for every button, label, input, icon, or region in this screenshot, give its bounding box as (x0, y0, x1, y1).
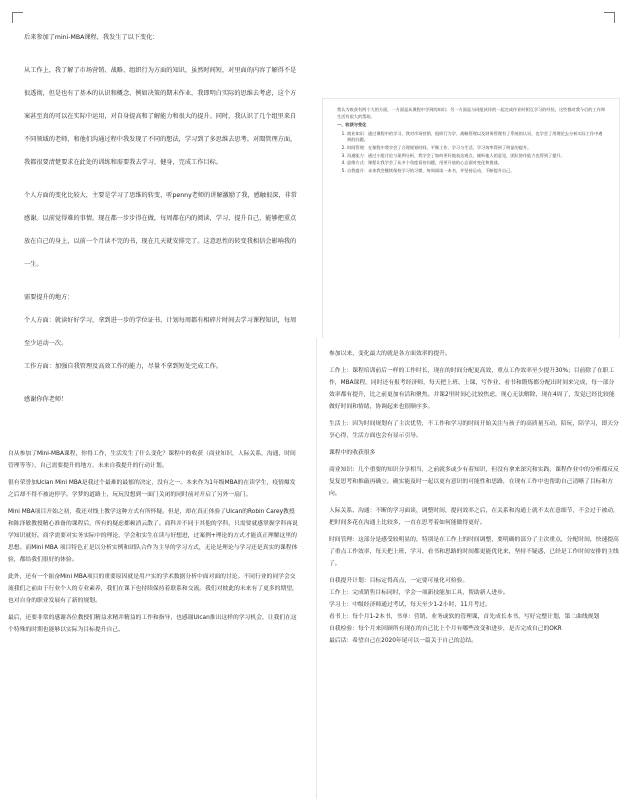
list-item: 5. 自我提升：未来我会继续保持学习的习惯，每周阅读一本书，并坚持运动，不断提升自己。 (347, 168, 605, 175)
paragraph: 工作方面：加强自我管理及高效工作的能力，尽量不拿到短处完成工作。 (24, 363, 222, 370)
paragraph: Mini MBA项目开始之初，我还对线上教学这种方式有所怀疑。但是，却在真正体验了Ulcan的Robin Carey教授和陈泽敏教授精心准备的课程后，所有的疑虑都顿消云散了。商科并不同于其他的学科，只需要就感掌握学科再说学知识就好。商学需要对实务实际中的理论，学会和实生在读与好想进，过案例+理论的方式才能真正理解这里的思想。而Mini MBA 项目特色正是以分析实例和团队合作为主导的学习方式，无论是理论与学习还是真实的课程体验，都给我们很好的体验。 (8, 509, 298, 563)
list-item: 1. 商业知识：通过课程中的学习，我对市场营销、组织行为学、战略管理以及财务管理有了系统的认识，也学会了用理论去分析实际工作中遇到的问题。 (347, 131, 605, 144)
paragraph: 人际关系、沟通：不断的学习面谈，调整时间，提问效率之后，在关系和沟通上就不太在意细节，不会过于被动，把时间多花在沟通上比较多，一直在思考着如何能做得更好。 (329, 508, 619, 526)
section-heading: 一、收获与变化 (337, 122, 367, 128)
paragraph: 商业知识：几个重要的知识分享相当，之前就多或少有着知识，但没有拿来深究和实践，课程作业中的分析都反反复复思考和推敲再确立，确实能及时一起以更有意识的可能性和思路，在现有工作中也帮助自己清晰了目标和方向。 (329, 467, 619, 497)
paragraph: 参加以来，变化最大的就是各方面效率的提升。 (329, 351, 451, 357)
paragraph: 工作上：课程培训前后一样的工作时长，现在的时间分配更高效，重点工作效率至少提升30%；目前除了在职工作，MBA课程，同时还有报考经济师，每天把上班、上课、写作业、看书和锻炼都分配出时间来完成，每一部分效率都有提升，比之前更加有活和聚焦。并课2里时间心比较焦虑，现心无法解除，现在4周了，发觉已经比较能做好时间和情绪，协调起来也很顺序多。 (329, 368, 615, 410)
paragraph: 自从参加了Mini-MBA课程，你得工作，生活发生了什么变化？课程中的收获（商业知识，人际关系，沟通，时间管理等等），自己需要提升的地方，未来自我提升的行动计划。 (8, 451, 296, 469)
paragraph: 自我提升计划：目标定得高点，一定要可量化可检验。 (329, 578, 469, 584)
points-list (337, 131, 605, 175)
list-item: 2. 时间管理：在课程中我学会了合理规划时间，平衡工作、学习与生活，学习效率得到了明显的提升。 (347, 145, 605, 152)
paragraph: 个人方面：就读好好学习，拿到进一步的学位证书，计划每周都有相碎片时间去学习课程知识，每周至少运动一次。 (24, 317, 297, 347)
response-card-3 (322, 98, 620, 339)
paragraph: 最后，还要非常的感谢各位教授们精益求精并精益的工作和指导，也感谢Ulcan推出这样的学习机会，让我们在这个特殊的时期也能够以实际为目标提升自己。 (8, 615, 297, 633)
crop-mark-top-right (604, 12, 615, 23)
paragraph: 时间管理：这部分是感受较明显的，特别是在工作上的时间调整，要明确的部分了主次重点，分配时间，快速提高了重点工作效率，每天把上班、学习、看书和思路的时间都更能优化来，坚持不疑惑，已经是工作时间安排的主线了。 (329, 537, 619, 567)
paragraph: 后来参加了mini-MBA课程，我发生了以下变化： (24, 34, 159, 41)
paragraph: 很有荣誉加Uclan Mini MBA是我过个最难的最郁的决定，没有之一。本来作为1年级MBA的在读学生，疫情爆发之后却不得不被迫停学。学梦的道路上，玩玩没想到一面门关闭的同时前对开启了另外一扇门。 (8, 480, 296, 498)
paragraph: 个人方面的变化比较大，主要是学习了思维的转变，听penny老师的讲解激励了我，感触很深，非常感谢。以前觉得难的事情，现在都一步步得在做，每周都在内的阅读，学习，提升自己，能够把重点放在自己的身上，以前一个月读不完的书，现在几天就安排完了。这意思性的转变我相信会影响我的一生。 (24, 192, 297, 268)
response-card-2 (0, 410, 316, 799)
response-card-1 (24, 26, 302, 402)
crop-mark-top-left (12, 12, 23, 23)
paragraph: 工作上：完成销售目标同时，学会一项新技能加工具，帮助新人进步。 (329, 590, 509, 596)
paragraph: 课程中的收获很多 (329, 450, 376, 456)
paragraph: 最后话：希望自己在2020年尾可以一篇关于自己的总结。 (329, 638, 478, 644)
paragraph: 需要提升的地方： (24, 294, 74, 301)
paragraph: 此外，还有一个振奋Mini MBA项目的重要原因就是用户实的学术数据分析中面对面的讨论。不同行业的同学会交流我们之前由于行业个人的专业素养，我们在课下也持续保持着联系和交流。我们对彼此的未来有了更多的期望，也对自身的职业发展有了新的规划。 (8, 574, 298, 604)
paragraph: 我认为收获有两个大的方面，一方面是从课程中学到的知识；另一方面是与同组伙伴的一起完成作业时相互学习的经验，这些都对我今后的工作和生活有很大的帮助。 (337, 107, 606, 119)
response-card-4 (316, 338, 629, 799)
paragraph: 从工作上，我了解了市场营销、战略、组织行为方面的知识，虽然时间短，对里面的内容了解得不是很透彻，但是也有了基本的认识和概念，例如决策的期末作业，我即明白实际的思维去考虑，这个方案甚至真的可以在实际中运用，对自身提高和了解能力和很大的提升。同时，我认识了几个组里来自不同领域的老师，和他们沟通过程中我发现了不同的想法，学习到了多思维去思考。对閲管理方面，我都很要清楚要求在此处的训练和需要我去学习、健身，完成工作目标。 (24, 67, 297, 166)
paragraph: 看书上：每个月1-2本书，书单：营销、业务或软的管理课，首先成长本书，写好完整计划，第二曲线规划 (329, 614, 600, 620)
list-item: 4. 思维方式：课程让我学会了从多个角度看待问题，用更开放的心态面对变化和挑战。 (347, 160, 605, 167)
paragraph: 学习上：中级经济师通过考试，每天至少1-2小时，11月考过。 (329, 602, 491, 608)
list-item: 3. 沟通能力：通过小组讨论与案例分析，我学会了如何更好地表达观点，倾听他人的意见，团队协作能力也得到了提升。 (347, 153, 605, 160)
paragraph: 生活上：因为时间规划有了主次优势，不工作和学习的时间开始关注与孩子的高质量互动，陪玩，陪学习，即天分享心得，生活方面也会有显示引导。 (329, 421, 619, 439)
paragraph: 自我检验：每个月来回顾所有现在的自己比上个月有哪些改变和进步，是否完成自己的OKR (329, 626, 562, 632)
paragraph: 感谢你你老师！ (24, 396, 68, 402)
